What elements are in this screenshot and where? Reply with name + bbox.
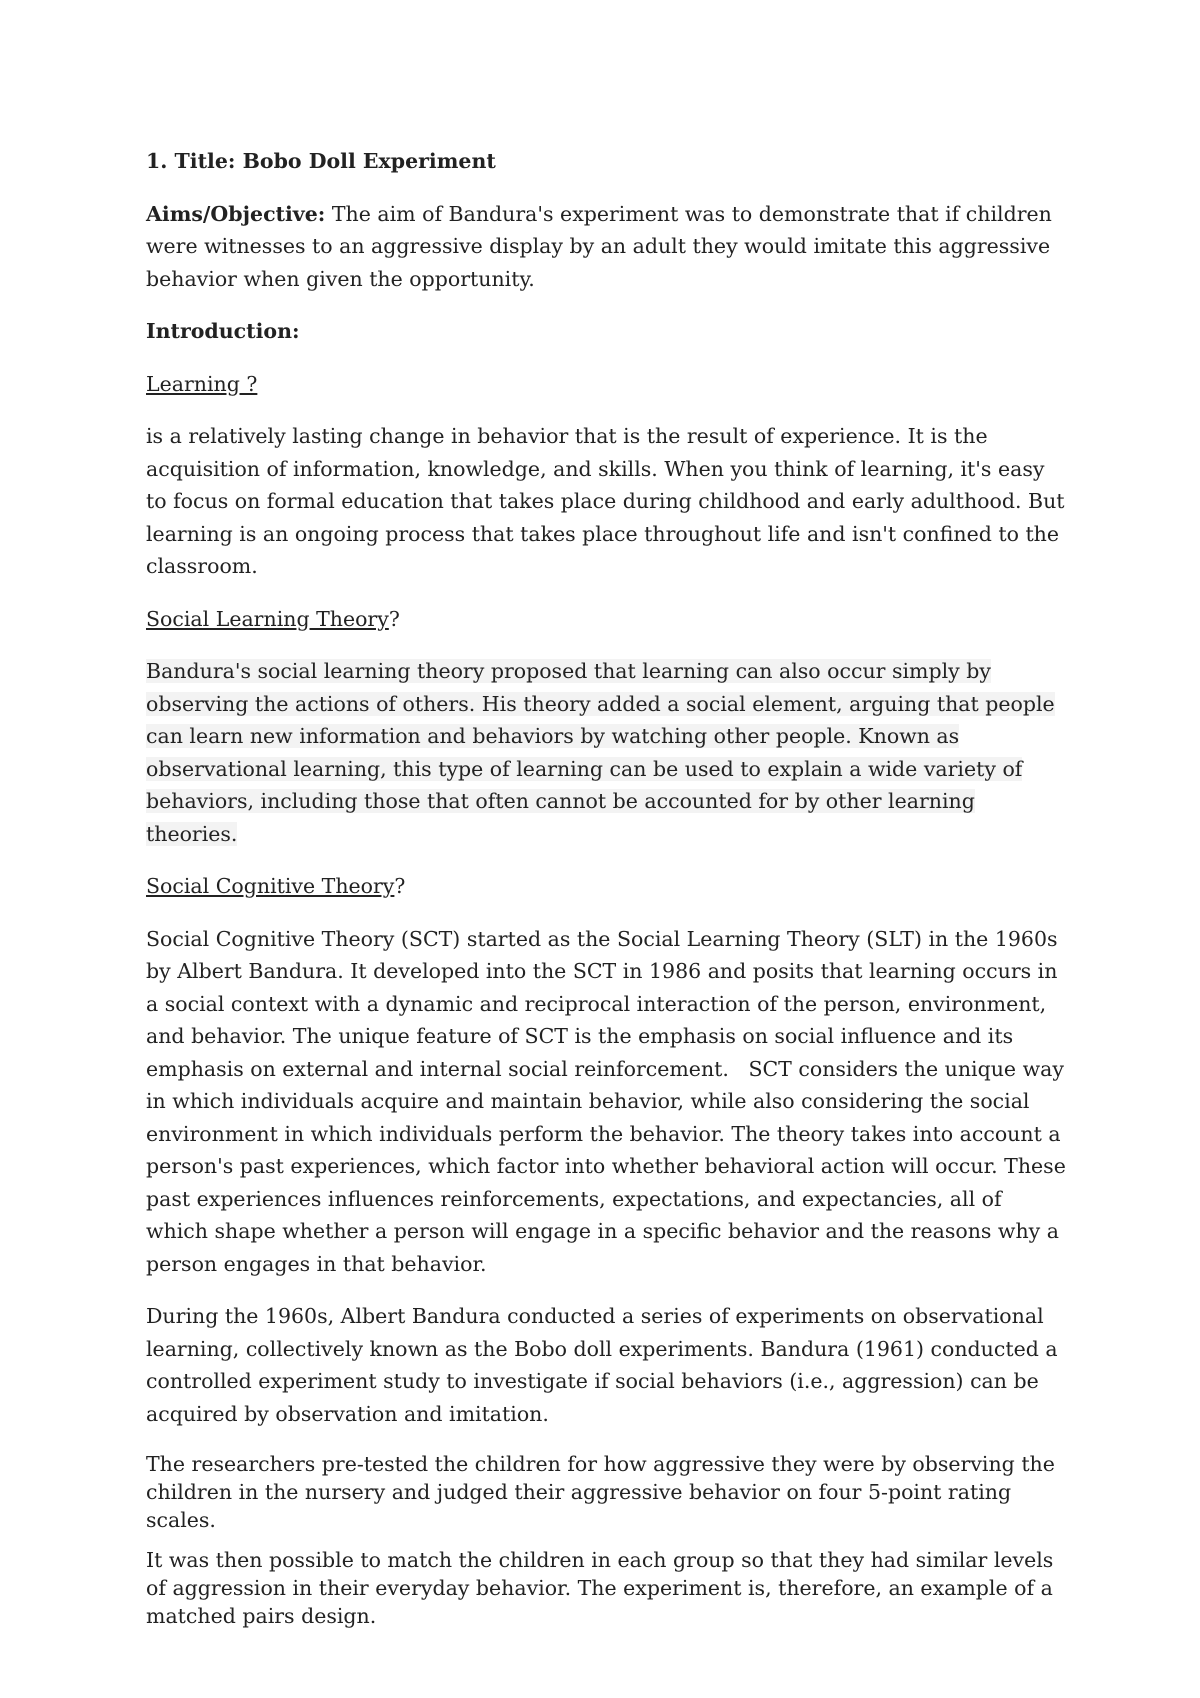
sct-paragraph: Social Cognitive Theory (SCT) started as the Social Learning Theory (SLT) in the 1960s by Albert Bandura. It developed into the SCT in 1986 and posits that learning occurs in a social context with a dynamic and reciprocal interaction of the person, environment, and behavior. The unique feature of SCT is the emphasis on social influence and its emphasis on external and internal social reinforcement. SCT considers the unique way in which individuals acquire and maintain behavior, while also considering the social environment in which individuals perform the behavior. The theory takes into account a person's past experiences, which factor into whether behavioral action will occur. These past experiences influences reinforcements, expectations, and expectancies, all of which shape whether a person will engage in a specific behavior and the reasons why a person engages in that behavior. <box>146 926 1073 1276</box>
pretest-paragraph: The researchers pre-tested the children for how aggressive they were by observing the children in the nursery and judged their aggressive behavior on four 5-point rating scales. <box>146 1452 1055 1532</box>
document-body <box>146 145 1073 1642</box>
slt-text: Bandura's social learning theory proposed that learning can also occur simply by observing the actions of others. His theory added a social element, arguing that people can learn new information and behaviors by watching other people. Known as observational learning, this type of learning can be used to explain a wide variety of behaviors, including those that often cannot be accounted for by other learning theories. <box>146 659 1055 846</box>
learning-heading: Learning ? <box>146 371 258 396</box>
aims-paragraph <box>146 198 1066 296</box>
slt-heading-suffix: ? <box>388 606 400 631</box>
match-paragraph: It was then possible to match the children in each group so that they had similar levels of aggression in their everyday behavior. The experiment is, therefore, an example of a matched pairs design. <box>146 1548 1054 1628</box>
aims-label: Aims/Objective: <box>146 201 326 226</box>
document-title: 1. Title: Bobo Doll Experiment <box>146 149 496 173</box>
sct-heading <box>146 870 1066 903</box>
slt-heading-text: Social Learning Theory <box>146 606 389 631</box>
introduction-heading: Introduction: <box>146 319 300 343</box>
slt-paragraph <box>146 655 1066 850</box>
bobo-paragraph: During the 1960s, Albert Bandura conducted a series of experiments on observational learning, collectively known as the Bobo doll experiments. Bandura (1961) conducted a controlled experiment study to investigate if social behaviors (i.e., aggression) can be acquired by observation and imitation. <box>146 1304 1058 1426</box>
slt-heading <box>146 603 1066 636</box>
learning-paragraph: is a relatively lasting change in behavior that is the result of experience. It is the acquisition of information, knowledge, and skills. When you think of learning, it's easy to focus on formal education that takes place during childhood and early adulthood. But learning is an ongoing process that takes place throughout life and isn't confined to the classroom. <box>146 424 1065 578</box>
sct-heading-suffix: ? <box>394 874 406 898</box>
aims-text: The aim of Bandura's experiment was to demonstrate that if children were witnesses to an aggressive display by an adult they would imitate this aggressive behavior when given the opportunity. <box>146 201 1052 291</box>
sct-heading-text: Social Cognitive Theory <box>146 874 395 898</box>
